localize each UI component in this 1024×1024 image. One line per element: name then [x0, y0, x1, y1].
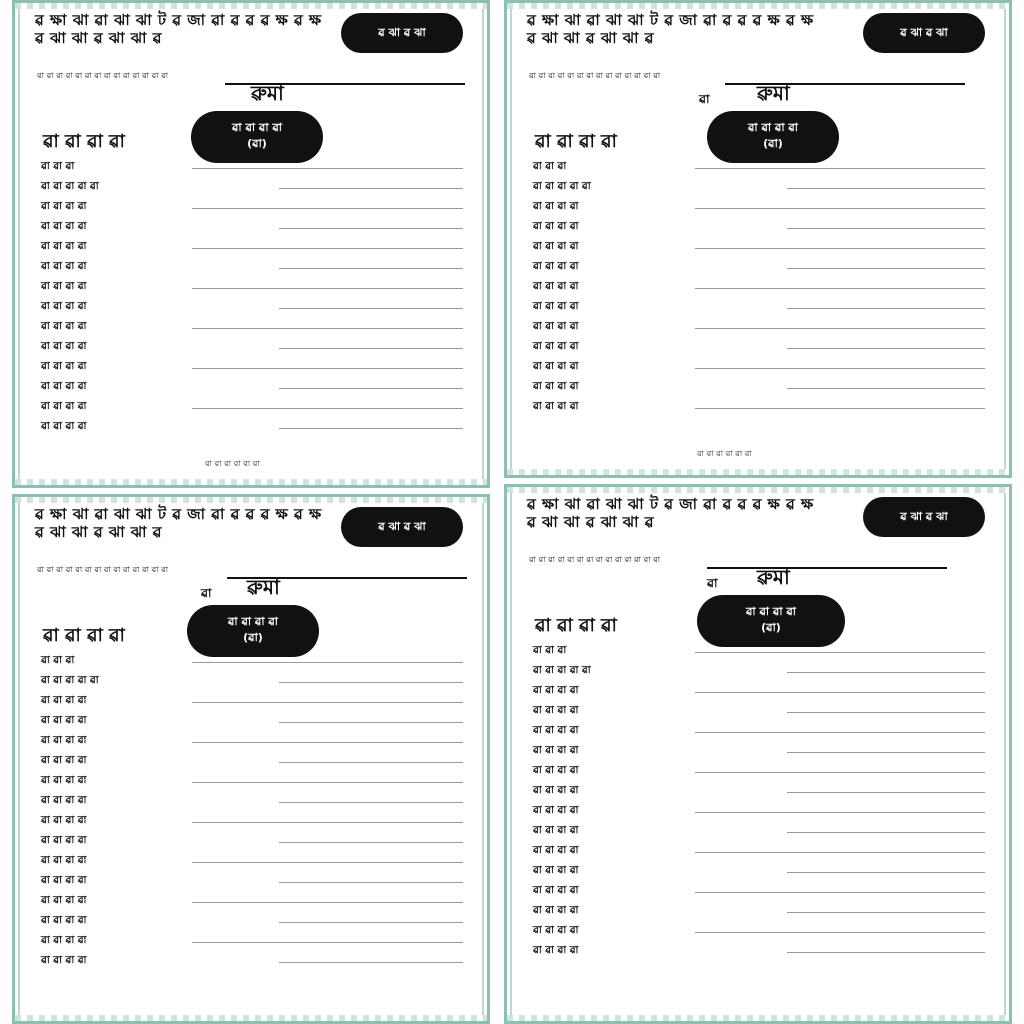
form-row-fill-line	[787, 188, 985, 189]
form-row	[533, 943, 995, 963]
form-row-fill-line	[787, 752, 985, 753]
form-row-fill-line	[279, 188, 463, 189]
form-row-label: ৱা ৱা ৱা ৱা	[533, 361, 579, 372]
form-rows	[41, 159, 473, 439]
form-row	[41, 713, 473, 733]
form-row-label: ৱা ৱা ৱা	[533, 161, 567, 172]
document-name: ৱুমা	[757, 565, 790, 589]
form-row-label: ৱা ৱা ৱা ৱা	[533, 341, 579, 352]
form-row-label: ৱা ৱা ৱা ৱা	[533, 805, 579, 816]
form-row	[41, 653, 473, 673]
document-name: ৱুমা	[251, 81, 284, 105]
form-row-label: ৱা ৱা ৱা ৱা	[533, 685, 579, 696]
form-row	[533, 339, 995, 359]
form-row-label: ৱা ৱা ৱা ৱা	[41, 261, 87, 272]
form-row-label: ৱা ৱা ৱা ৱা	[41, 695, 87, 706]
form-row	[533, 803, 995, 823]
form-row-label: ৱা ৱা ৱা ৱা	[533, 401, 579, 412]
form-pill	[187, 605, 319, 657]
form-sheet-1	[12, 0, 490, 488]
form-row	[533, 663, 995, 683]
form-row-fill-line	[192, 328, 463, 329]
form-row-fill-line	[192, 782, 463, 783]
form-row-label: ৱা ৱা ৱা ৱা	[41, 815, 87, 826]
form-row-label: ৱা ৱা ৱা ৱা	[41, 381, 87, 392]
form-subtitle: ৱা ৱা ৱা ৱা	[535, 615, 617, 636]
form-meta: ৱা ৱা ৱা ৱা ৱা ৱা ৱা ৱা ৱা ৱা ৱা ৱা ৱা ৱা	[529, 71, 661, 80]
form-meta: ৱা ৱা ৱা ৱা ৱা ৱা ৱা ৱা ৱা ৱা ৱা ৱা ৱা ৱা	[529, 555, 661, 564]
form-row-fill-line	[695, 892, 985, 893]
form-row-fill-line	[192, 208, 463, 209]
form-rows	[41, 653, 473, 973]
pill-label: ৱা ৱা ৱা ৱা	[228, 615, 278, 628]
form-row-label: ৱা ৱা ৱা ৱা	[41, 895, 87, 906]
form-title: ৱ ক্ষা ঝা ৱা ঝা ঝা ট ৱ জা ৱা ৱ ৱ ৱ ক্ষ ৱ ক্ষ ৱ ঝা ঝা ৱ ঝা ঝা ৱ	[527, 11, 814, 47]
form-row-fill-line	[192, 902, 463, 903]
form-row	[41, 399, 473, 419]
form-row	[41, 873, 473, 893]
form-badge: ৱ ঝা ৱ ঝা	[341, 507, 463, 547]
form-subtitle: ৱা ৱা ৱা ৱা	[43, 131, 125, 152]
form-row-label: ৱা ৱা ৱা ৱা	[41, 955, 87, 966]
form-row-fill-line	[787, 832, 985, 833]
form-meta: ৱা ৱা ৱা ৱা ৱা ৱা ৱা ৱা ৱা ৱা ৱা ৱা ৱা ৱা	[37, 71, 169, 80]
form-row	[533, 359, 995, 379]
form-row	[41, 179, 473, 199]
form-row	[41, 753, 473, 773]
form-row	[41, 853, 473, 873]
form-row-fill-line	[695, 852, 985, 853]
form-row-label: ৱা ৱা ৱা ৱা	[533, 925, 579, 936]
form-subtitle: ৱা ৱা ৱা ৱা	[535, 131, 617, 152]
pill-label: ৱা ৱা ৱা ৱা	[232, 121, 282, 134]
form-sheet-2	[504, 0, 1012, 478]
form-row-label: ৱা ৱা ৱা	[41, 655, 75, 666]
pill-label: ৱা ৱা ৱা ৱা	[748, 121, 798, 134]
form-row	[41, 199, 473, 219]
form-title: ৱ ক্ষা ঝা ৱা ঝা ঝা ট ৱ জা ৱা ৱ ৱ ৱ ক্ষ ৱ ক্ষ ৱ ঝা ঝা ৱ ঝা ঝা ৱ	[35, 505, 322, 541]
form-row	[533, 259, 995, 279]
form-row-fill-line	[787, 952, 985, 953]
form-row	[41, 279, 473, 299]
form-row	[533, 319, 995, 339]
form-row	[533, 159, 995, 179]
form-pill	[707, 111, 839, 163]
form-row-label: ৱা ৱা ৱা ৱা	[533, 745, 579, 756]
form-sheet-3	[12, 494, 490, 1024]
form-row-label: ৱা ৱা ৱা ৱা	[41, 855, 87, 866]
form-row	[41, 813, 473, 833]
meta-underline	[707, 567, 947, 569]
form-row-fill-line	[695, 168, 985, 169]
form-row-fill-line	[279, 922, 463, 923]
form-row	[533, 743, 995, 763]
form-row	[533, 179, 995, 199]
form-row-label: ৱা ৱা ৱা ৱা	[533, 705, 579, 716]
form-row-fill-line	[279, 228, 463, 229]
form-row-label: ৱা ৱা ৱা ৱা	[41, 341, 87, 352]
form-row	[533, 683, 995, 703]
form-row	[41, 379, 473, 399]
form-footer: ৱা ৱা ৱা ৱা ৱা ৱা	[697, 449, 752, 458]
form-row-fill-line	[787, 228, 985, 229]
form-row-label: ৱা ৱা ৱা ৱা	[533, 301, 579, 312]
form-row-label: ৱা ৱা ৱা ৱা	[41, 301, 87, 312]
form-row	[533, 643, 995, 663]
document-name: ৱুমা	[757, 81, 790, 105]
form-row-label: ৱা ৱা ৱা ৱা	[533, 785, 579, 796]
form-row	[41, 259, 473, 279]
form-footer: ৱা ৱা ৱা ৱা ৱা ৱা	[205, 459, 260, 468]
form-row-label: ৱা ৱা ৱা ৱা	[41, 241, 87, 252]
form-row-fill-line	[192, 702, 463, 703]
form-row-label: ৱা ৱা ৱা ৱা	[533, 905, 579, 916]
pill-sub-label: (ৱা)	[761, 621, 781, 634]
form-row-label: ৱা ৱা ৱা	[533, 645, 567, 656]
form-row-label: ৱা ৱা ৱা ৱা	[533, 885, 579, 896]
form-row-fill-line	[279, 762, 463, 763]
form-row-label: ৱা ৱা ৱা ৱা ৱা	[533, 181, 591, 192]
form-row-label: ৱা ৱা ৱা ৱা	[533, 201, 579, 212]
form-row-label: ৱা ৱা ৱা ৱা	[41, 835, 87, 846]
form-row	[41, 319, 473, 339]
form-row-label: ৱা ৱা ৱা ৱা ৱা	[41, 181, 99, 192]
form-subtitle: ৱা ৱা ৱা ৱা	[43, 625, 125, 646]
form-row	[533, 783, 995, 803]
form-row	[41, 359, 473, 379]
form-row-fill-line	[192, 168, 463, 169]
form-row-label: ৱা ৱা ৱা ৱা	[533, 241, 579, 252]
form-row-label: ৱা ৱা ৱা ৱা	[533, 261, 579, 272]
form-row-label: ৱা ৱা ৱা ৱা	[533, 845, 579, 856]
form-row-fill-line	[787, 388, 985, 389]
form-row	[41, 693, 473, 713]
form-meta: ৱা ৱা ৱা ৱা ৱা ৱা ৱা ৱা ৱা ৱা ৱা ৱা ৱা ৱা	[37, 565, 169, 574]
form-row	[41, 953, 473, 973]
form-row	[41, 933, 473, 953]
form-row	[41, 159, 473, 179]
form-row-label: ৱা ৱা ৱা ৱা	[533, 381, 579, 392]
form-row-label: ৱা ৱা ৱা ৱা	[533, 825, 579, 836]
form-row-fill-line	[279, 962, 463, 963]
form-row-label: ৱা ৱা ৱা ৱা	[533, 765, 579, 776]
form-row	[533, 903, 995, 923]
pill-sub-label: (ৱা)	[247, 137, 267, 150]
form-row	[533, 763, 995, 783]
form-row-fill-line	[279, 308, 463, 309]
form-row-fill-line	[695, 368, 985, 369]
form-row-label: ৱা ৱা ৱা ৱা	[41, 875, 87, 886]
pill-sub-label: (ৱা)	[763, 137, 783, 150]
form-row-label: ৱা ৱা ৱা ৱা	[41, 321, 87, 332]
form-row-fill-line	[695, 248, 985, 249]
form-row-label: ৱা ৱা ৱা ৱা	[41, 281, 87, 292]
form-row-label: ৱা ৱা ৱা ৱা	[41, 421, 87, 432]
form-badge: ৱ ঝা ৱ ঝা	[863, 13, 985, 53]
form-row-label: ৱা ৱা ৱা ৱা	[533, 725, 579, 736]
form-row-label: ৱা ৱা ৱা ৱা	[533, 865, 579, 876]
form-row	[533, 703, 995, 723]
form-row	[41, 673, 473, 693]
form-row-fill-line	[695, 732, 985, 733]
form-row	[41, 833, 473, 853]
form-row	[533, 923, 995, 943]
form-row-label: ৱা ৱা ৱা ৱা	[41, 401, 87, 412]
form-row-fill-line	[695, 692, 985, 693]
form-row	[41, 339, 473, 359]
form-row	[533, 279, 995, 299]
form-row-fill-line	[279, 882, 463, 883]
form-row-label: ৱা ৱা ৱা ৱা	[41, 795, 87, 806]
form-row-label: ৱা ৱা ৱা ৱা	[41, 915, 87, 926]
form-pill	[697, 595, 845, 647]
form-row-fill-line	[192, 822, 463, 823]
form-row	[533, 399, 995, 419]
form-row-fill-line	[192, 942, 463, 943]
form-row-fill-line	[695, 208, 985, 209]
form-row-label: ৱা ৱা ৱা ৱা ৱা	[41, 675, 99, 686]
form-sheet-4	[504, 484, 1012, 1024]
form-row-label: ৱা ৱা ৱা ৱা	[533, 321, 579, 332]
form-row-label: ৱা ৱা ৱা ৱা	[533, 281, 579, 292]
form-title: ৱ ক্ষা ঝা ৱা ঝা ঝা ট ৱ জা ৱা ৱ ৱ ৱ ক্ষ ৱ ক্ষ ৱ ঝা ঝা ৱ ঝা ঝা ৱ	[35, 11, 322, 47]
form-row-label: ৱা ৱা ৱা ৱা	[41, 755, 87, 766]
form-row-label: ৱা ৱা ৱা ৱা	[41, 735, 87, 746]
form-row-fill-line	[695, 288, 985, 289]
form-row-label: ৱা ৱা ৱা ৱা	[41, 715, 87, 726]
form-row	[533, 843, 995, 863]
form-row-fill-line	[192, 248, 463, 249]
form-row-fill-line	[192, 862, 463, 863]
form-row-fill-line	[787, 268, 985, 269]
form-row	[533, 823, 995, 843]
form-rows	[533, 159, 995, 419]
form-row-fill-line	[192, 368, 463, 369]
form-row	[533, 723, 995, 743]
form-row	[41, 893, 473, 913]
form-row-fill-line	[279, 682, 463, 683]
form-row-fill-line	[279, 268, 463, 269]
form-row	[41, 773, 473, 793]
pill-sub-label: (ৱা)	[243, 631, 263, 644]
form-row-fill-line	[192, 742, 463, 743]
form-row-label: ৱা ৱা ৱা ৱা	[41, 775, 87, 786]
form-row-fill-line	[279, 722, 463, 723]
form-row-fill-line	[787, 792, 985, 793]
form-row-fill-line	[695, 812, 985, 813]
form-row-fill-line	[787, 308, 985, 309]
form-row-fill-line	[695, 408, 985, 409]
document-name: ৱুমা	[247, 575, 280, 599]
form-row-fill-line	[279, 802, 463, 803]
form-row	[533, 299, 995, 319]
form-row-fill-line	[279, 428, 463, 429]
document-name-prefix: ৱা	[707, 576, 718, 590]
form-row-fill-line	[787, 872, 985, 873]
form-row	[41, 793, 473, 813]
form-row-label: ৱা ৱা ৱা ৱা ৱা	[533, 665, 591, 676]
document-name-prefix: ৱা	[699, 92, 710, 106]
pill-label: ৱা ৱা ৱা ৱা	[746, 605, 796, 618]
form-row-fill-line	[279, 842, 463, 843]
form-title: ৱ ক্ষা ঝা ৱা ঝা ঝা ট ৱ জা ৱা ৱ ৱ ৱ ক্ষ ৱ ক্ষ ৱ ঝা ঝা ৱ ঝা ঝা ৱ	[527, 495, 814, 531]
form-row-fill-line	[279, 348, 463, 349]
form-row-fill-line	[695, 328, 985, 329]
form-row	[533, 379, 995, 399]
form-row-fill-line	[192, 408, 463, 409]
form-row	[533, 219, 995, 239]
form-row-label: ৱা ৱা ৱা ৱা	[41, 361, 87, 372]
form-row	[41, 913, 473, 933]
form-row-label: ৱা ৱা ৱা ৱা	[533, 945, 579, 956]
form-row-fill-line	[787, 672, 985, 673]
form-row-fill-line	[192, 662, 463, 663]
form-row-fill-line	[787, 712, 985, 713]
form-row-fill-line	[695, 932, 985, 933]
form-row-fill-line	[787, 912, 985, 913]
form-row	[41, 733, 473, 753]
document-name-prefix: ৱা	[201, 586, 212, 600]
form-row-label: ৱা ৱা ৱা	[41, 161, 75, 172]
form-row-label: ৱা ৱা ৱা ৱা	[533, 221, 579, 232]
form-row-fill-line	[695, 772, 985, 773]
form-row-label: ৱা ৱা ৱা ৱা	[41, 221, 87, 232]
form-row	[533, 883, 995, 903]
form-badge: ৱ ঝা ৱ ঝা	[341, 13, 463, 53]
form-row	[41, 239, 473, 259]
form-row-label: ৱা ৱা ৱা ৱা	[41, 201, 87, 212]
form-row-label: ৱা ৱা ৱা ৱা	[41, 935, 87, 946]
form-badge: ৱ ঝা ৱ ঝা	[863, 497, 985, 537]
form-row	[41, 299, 473, 319]
form-row-fill-line	[279, 388, 463, 389]
form-rows	[533, 643, 995, 963]
form-row-fill-line	[787, 348, 985, 349]
form-row-fill-line	[192, 288, 463, 289]
form-row-fill-line	[695, 652, 985, 653]
form-row	[533, 199, 995, 219]
form-row	[41, 419, 473, 439]
form-row	[533, 239, 995, 259]
form-row	[533, 863, 995, 883]
form-row	[41, 219, 473, 239]
form-pill	[191, 111, 323, 163]
